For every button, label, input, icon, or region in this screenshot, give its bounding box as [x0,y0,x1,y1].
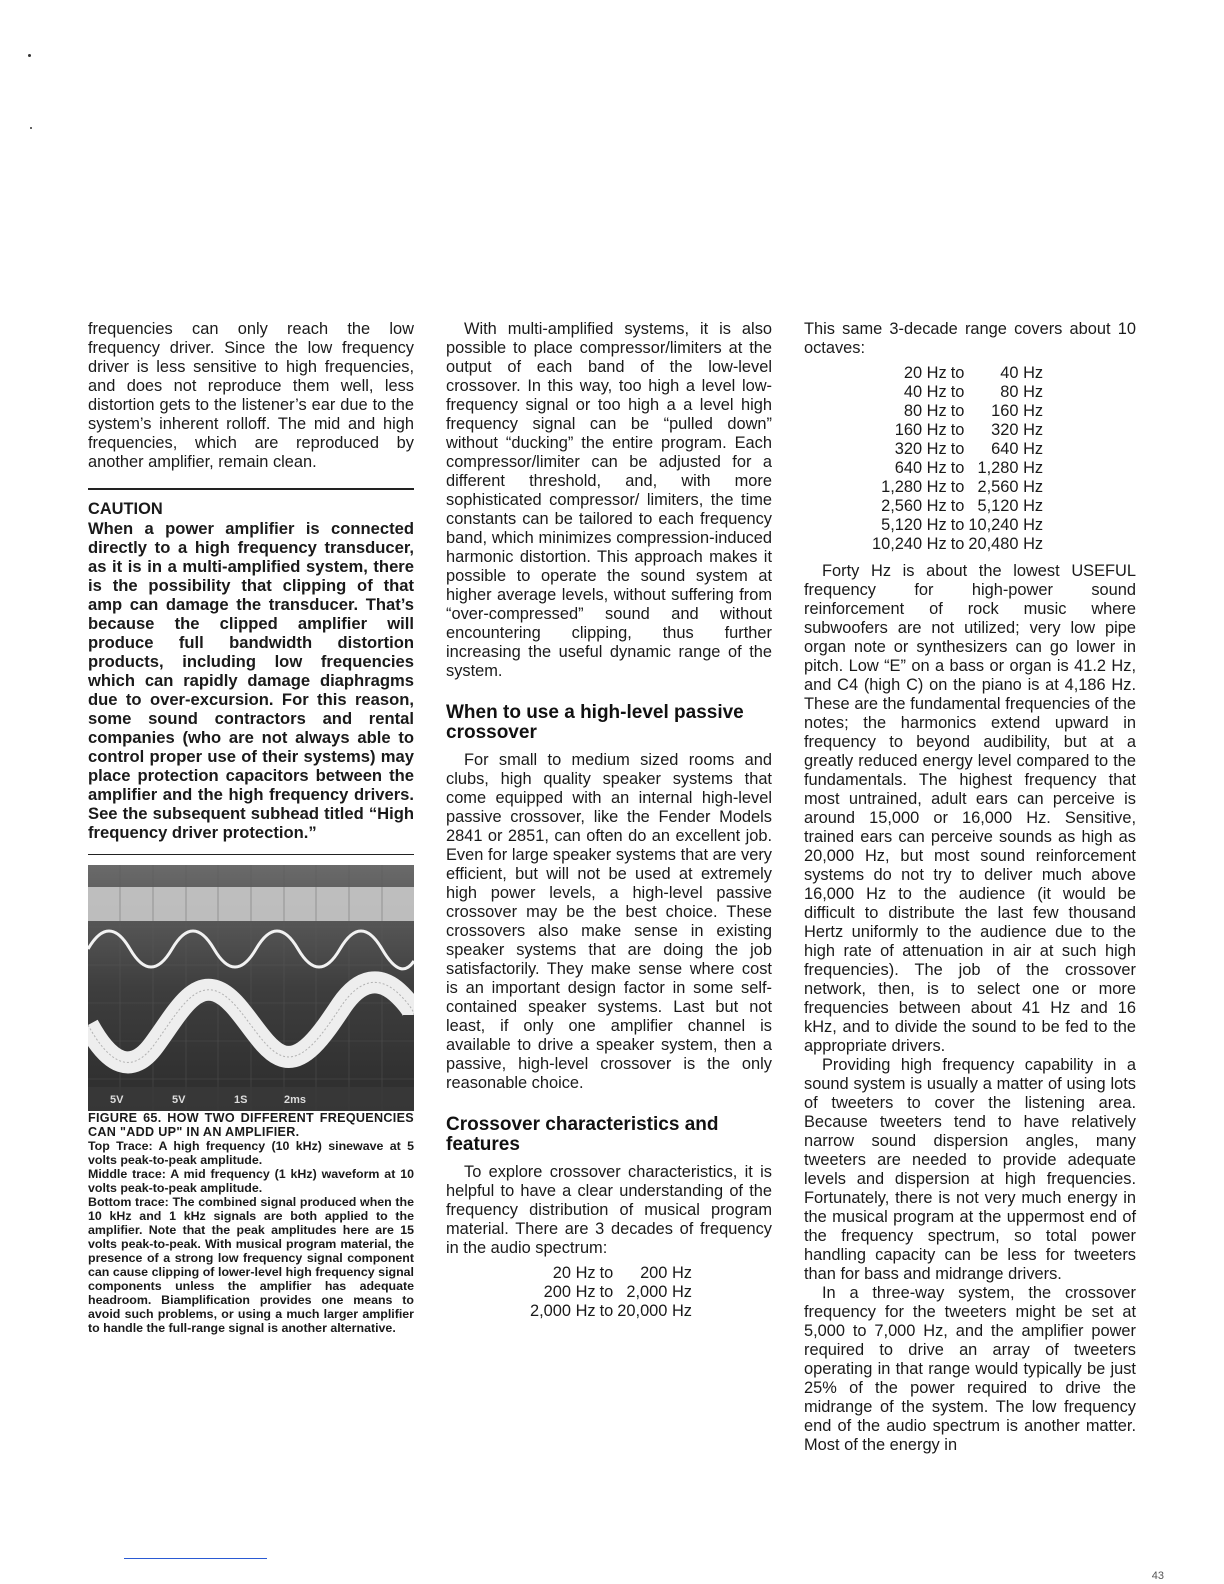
scan-mark [30,127,32,129]
range-to: 10,240 Hz [968,516,1044,534]
range-sep: to [950,421,965,439]
table-row [872,535,1043,554]
scope-label: 1S [234,1094,248,1106]
figure-caption-bottom: Bottom trace: The combined signal produced when the 10 kHz and 1 kHz signals are both applied to the amplifier. Note that the peak amplitudes here are 15 volts peak-to-peak. With musical program material, the presence of a strong low frequency signal component can cause clipping of lower-level high frequency signal components unless the amplifier has adequate headroom. Biamplification provides one means to avoid such problems, or using a much larger amplifier to handle the full-range signal is another alternative. [88,1195,414,1335]
range-from: 10,240 Hz [872,535,947,553]
column-2 [446,320,772,1329]
range-to: 200 Hz [640,1264,692,1282]
column-3 [804,320,1136,1455]
range-sep: to [599,1283,614,1301]
table-row [872,497,1043,516]
body-paragraph: frequencies can only reach the low frequency driver. Since the low frequency driver is less sensitive to high frequencies, and does not reproduce them well, less distortion gets to the listener’s ear due to the system’s inherent rolloff. The mid and high frequencies, which are reproduced by another amplifier, remain clean. [88,320,414,471]
range-to: 2,560 Hz [977,478,1044,496]
table-row [872,364,1043,383]
body-paragraph: Forty Hz is about the lowest USEFUL frequency for high-power sound reinforcement of rock music where subwoofers are not utilized; very low pipe organ note or synthesizers can go lower in pitch. Low “E” on a bass or organ is 41.2 Hz, and C4 (high C) on the piano is at 4,186 Hz. These are the fundamental frequencies of the notes; the harmonics extend upward in frequency to beyond audibility, but at a greatly reduced energy level compared to the fundamentals. The highest frequency that most untrained, adult ears can perceive is around 15,000 or 16,000 Hz. Sensitive, trained ears can perceive sounds as high as 20,000 Hz, but most sound reinforcement systems do not try to deliver much above 16,000 Hz to the audience (it would be difficult to distribute the last few thousand Hertz uniformly to the audience due to the high rate of attenuation in air at such high frequencies). The job of the crossover network, then, is to select one or more frequencies between about 41 Hz and 16 kHz, and to divide the sound to be fed to the appropriate drivers. [804,562,1136,1055]
table-row [530,1283,692,1302]
table-row [872,459,1043,478]
body-paragraph: For small to medium sized rooms and clubs, high quality speaker systems that come equipped with an internal high-level passive crossover, like the Fender Models 2841 or 2851, can often do an excellent job. Even for large speaker systems that are very efficient, but will not be used at extremely high power levels, a high-level passive crossover may be the best choice. These crossovers also make sense in existing speaker systems that are doing the job satisfactorily. They make sense where cost is an important design factor in some self-contained speaker systems. Last but not least, if only one amplifier channel is available to drive a speaker system, then a passive, high-level crossover is the only reasonable choice. [446,751,772,1092]
range-from: 20 Hz [903,364,947,382]
range-sep: to [950,402,965,420]
range-to: 40 Hz [1000,364,1044,382]
table-row [872,383,1043,402]
range-to: 5,120 Hz [977,497,1044,515]
body-paragraph: In a three-way system, the crossover frequency for the tweeters might be set at 5,000 to 7,000 Hz, and the amplifier power required to drive an array of tweeters operating in that range would typically be just 25% of the power required to drive the midrange of the system. The low frequency end of the audio spectrum is another matter. Most of the energy in [804,1284,1136,1454]
range-to: 320 Hz [991,421,1044,439]
caution-body: When a power amplifier is connected directly to a high frequency transducer, as it is in a multi-amplified system, there is the possibility that clipping of that amp can damage the transducer. That’s because the clipped amplifier will produce full bandwidth distortion products, including low frequencies which can rapidly damage diaphragms due to over-excursion. For this reason, some sound contractors and rental companies (who are not always able to control proper use of their systems) may place protection capacitors between the amplifier and the high frequency drivers. See the subsequent subhead titled “High frequency driver protection.” [88,519,414,842]
range-to: 20,480 Hz [968,535,1044,553]
page-number: 43 [1151,1570,1164,1582]
range-sep: to [950,459,965,477]
range-from: 1,280 Hz [881,478,947,496]
range-sep: to [950,440,965,458]
column-1 [88,320,414,1335]
scan-mark [28,54,31,57]
range-from: 320 Hz [894,440,947,458]
range-from: 160 Hz [894,421,947,439]
range-sep: to [950,383,965,401]
body-paragraph: To explore crossover characteristics, it is helpful to have a clear understanding of the frequency distribution of musical program material. There are 3 decades of frequency in the audio spectrum: [446,1163,772,1257]
range-from: 5,120 Hz [881,516,947,534]
table-row [872,516,1043,535]
scope-label: 5V [172,1094,186,1106]
range-from: 20 Hz [552,1264,596,1282]
section-heading: When to use a high-level passive crossover [446,702,744,743]
range-to: 80 Hz [1000,383,1044,401]
range-from: 2,560 Hz [881,497,947,515]
section-heading: Crossover characteristics and features [446,1114,719,1155]
table-row [872,478,1043,497]
range-from: 80 Hz [903,402,947,420]
body-paragraph: Providing high frequency capability in a sound system is usually a matter of using lots of tweeters to cover the listening area. Because tweeters tend to have relatively narrow sound dispersion angles, many tweeters are needed to provide adequate levels and dispersion at high frequencies. Fortunately, there is not very much energy in the musical program at the uppermost end of the frequency spectrum, so total power handling capacity can be less for tweeters than for bass and midrange drivers. [804,1056,1136,1283]
range-sep: to [599,1264,614,1282]
range-to: 640 Hz [991,440,1044,458]
divider [88,854,414,855]
figure-caption-top: Top Trace: A high frequency (10 kHz) sinewave at 5 volts peak-to-peak amplitude. [88,1139,414,1167]
table-row [872,440,1043,459]
body-paragraph: With multi-amplified systems, it is also possible to place compressor/limiters at the output of each band of the low-level crossover. In this way, too high a level low-frequency signal or too high a a level high frequency signal can be “pulled down” without “ducking” the entire program. Each compressor/limiter can be adjusted for a different threshold, and, with more sophisticated compressor/ limiters, the time constants can be tailored to each frequency band, which minimizes compression-induced harmonic distortion. This approach makes it possible to operate the sound system at higher average levels, without suffering from “over-compressed” sound and without encountering clipping, thus further increasing the useful dynamic range of the system. [446,320,772,680]
range-sep: to [950,364,965,382]
range-sep: to [950,516,965,534]
oscilloscope-traces [88,865,414,1111]
oscilloscope-photo [88,865,414,1111]
octave-table [872,364,1043,554]
range-sep: to [950,478,965,496]
scope-label: 5V [110,1094,124,1106]
decade-table [530,1264,692,1321]
range-sep: to [599,1302,614,1320]
table-row [872,402,1043,421]
range-to: 160 Hz [991,402,1044,420]
figure-caption-middle: Middle trace: A mid frequency (1 kHz) waveform at 10 volts peak-to-peak amplitude. [88,1167,414,1195]
body-paragraph: This same 3-decade range covers about 10 octaves: [804,320,1136,357]
range-from: 40 Hz [903,383,947,401]
figure-title: FIGURE 65. HOW TWO DIFFERENT FREQUENCIES CAN "ADD UP" IN AN AMPLIFIER. [88,1111,414,1139]
range-from: 2,000 Hz [530,1302,596,1320]
scan-artifact-line [124,1558,267,1559]
range-to: 20,000 Hz [617,1302,692,1320]
range-to: 2,000 Hz [626,1283,692,1301]
range-sep: to [950,497,965,515]
scope-label: 2ms [284,1094,307,1106]
range-from: 640 Hz [894,459,947,477]
table-row [872,421,1043,440]
range-to: 1,280 Hz [977,459,1044,477]
divider [88,488,414,490]
table-row [530,1264,692,1283]
caution-title: CAUTION [88,500,163,518]
range-from: 200 Hz [543,1283,596,1301]
range-sep: to [950,535,965,553]
table-row [530,1302,692,1321]
